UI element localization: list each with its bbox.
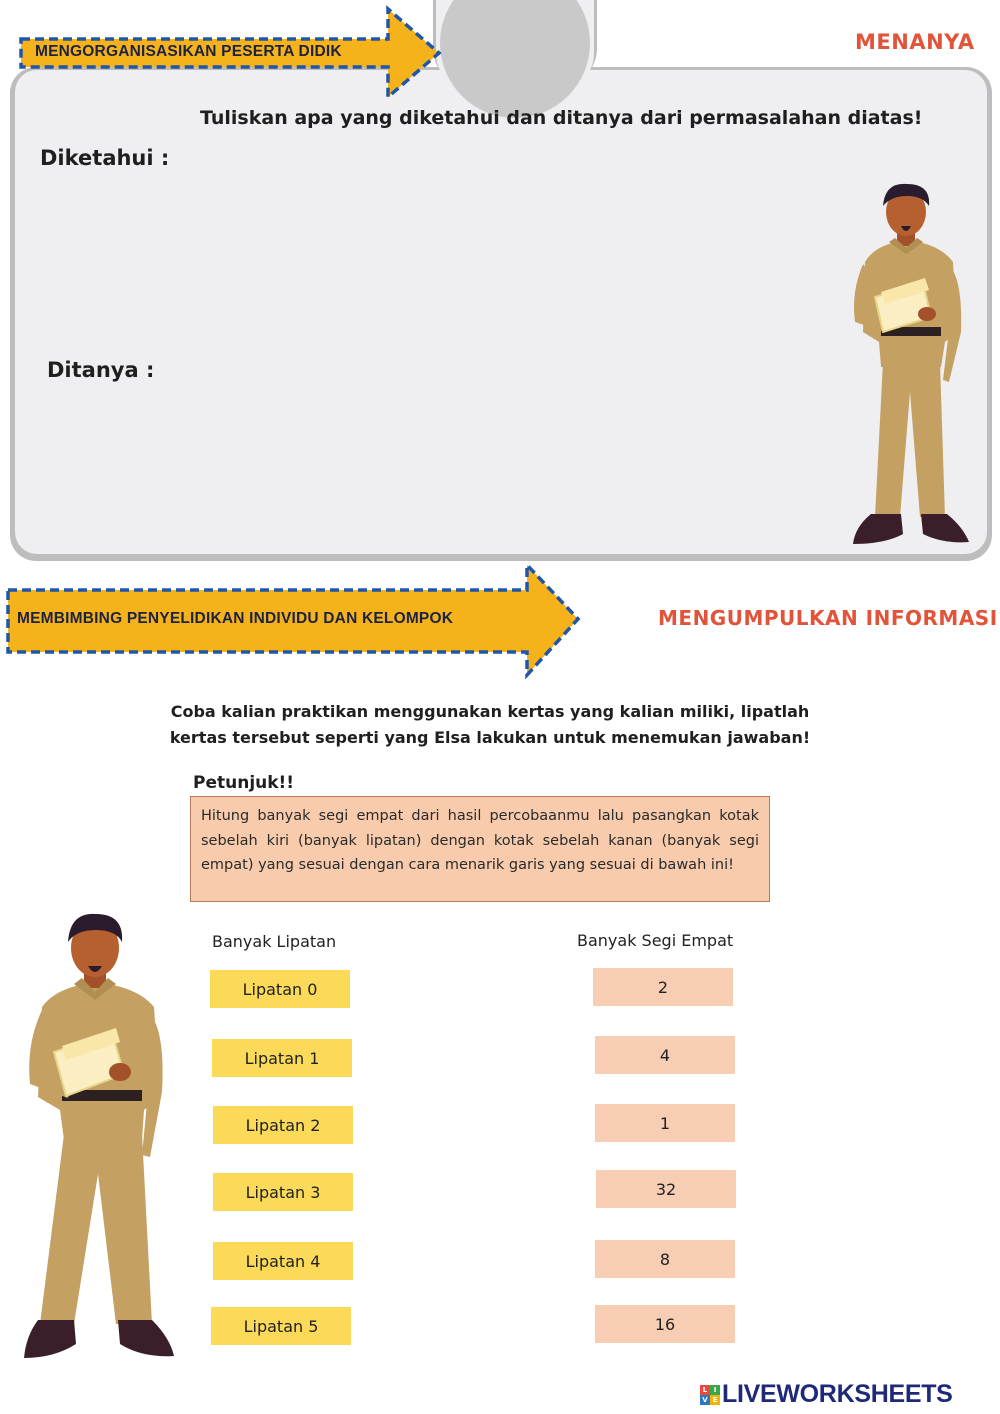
practice-paragraph-line-1: Coba kalian praktikan menggunakan kertas yang kalian miliki, lipatlah	[170, 702, 810, 721]
logo-letter-e: E	[710, 1395, 720, 1405]
logo-letter-v: V	[700, 1395, 710, 1405]
count-box-4[interactable]: 8	[595, 1240, 735, 1278]
stage-title-collect: MENGUMPULKAN INFORMASI	[658, 606, 998, 630]
logo-letter-l: L	[700, 1385, 710, 1395]
fold-box-4[interactable]: Lipatan 4	[213, 1242, 353, 1280]
count-box-5[interactable]: 16	[595, 1305, 735, 1343]
folds-column-header: Banyak Lipatan	[212, 932, 337, 951]
instruction-text: Tuliskan apa yang diketahui dan ditanya dari permasalahan diatas!	[200, 107, 923, 129]
practice-paragraph-line-2: kertas tersebut seperti yang Elsa lakukan untuk menemukan jawaban!	[169, 728, 811, 747]
teacher-illustration-bottom	[20, 912, 180, 1374]
counts-column-header: Banyak Segi Empat	[577, 931, 734, 950]
logo-letter-i: I	[710, 1385, 720, 1395]
liveworksheets-logo-icon	[700, 1385, 720, 1405]
fold-box-2[interactable]: Lipatan 2	[213, 1106, 353, 1144]
brand-name: LIVEWORKSHEETS	[722, 1380, 953, 1408]
count-box-3[interactable]: 32	[596, 1170, 736, 1208]
known-label: Diketahui :	[40, 146, 170, 170]
fold-box-3[interactable]: Lipatan 3	[213, 1173, 353, 1211]
fold-box-0[interactable]: Lipatan 0	[210, 970, 350, 1008]
count-box-0[interactable]: 2	[593, 968, 733, 1006]
count-box-2[interactable]: 1	[595, 1104, 735, 1142]
count-box-1[interactable]: 4	[595, 1036, 735, 1074]
hint-box: Hitung banyak segi empat dari hasil percobaanmu lalu pasangkan kotak sebelah kiri (banyak lipatan) dengan kotak sebelah kanan (banyak segi empat) yang sesuai dengan cara menarik garis yang sesuai di bawah ini!	[190, 796, 770, 902]
liveworksheets-brand	[700, 1380, 953, 1409]
teacher-illustration-top	[845, 182, 975, 554]
fold-box-1[interactable]: Lipatan 1	[212, 1039, 352, 1077]
asked-label: Ditanya :	[47, 358, 155, 382]
question-card	[15, 70, 987, 554]
stage-title-menanya: MENANYA	[855, 30, 975, 54]
banner-2-label: MEMBIMBING PENYELIDIKAN INDIVIDU DAN KELOMPOK	[17, 610, 454, 627]
hint-title: Petunjuk!!	[193, 773, 295, 793]
banner-1-label: MENGORGANISASIKAN PESERTA DIDIK	[35, 43, 342, 60]
fold-box-5[interactable]: Lipatan 5	[211, 1307, 351, 1345]
